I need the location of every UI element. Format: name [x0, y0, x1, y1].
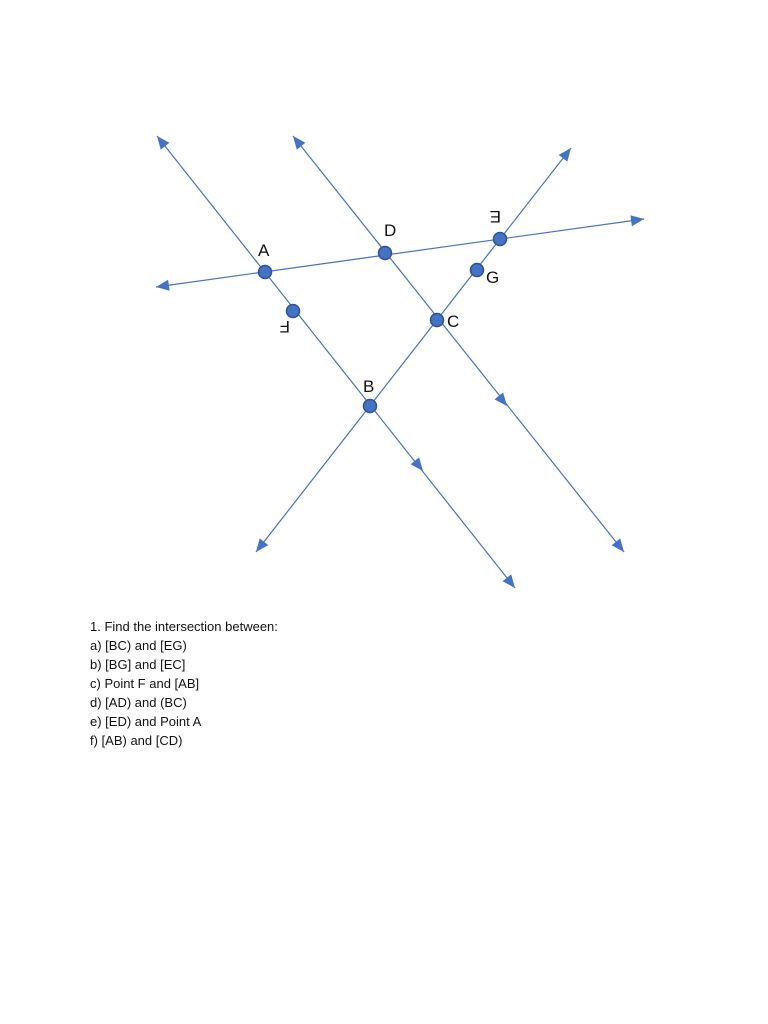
- line-through-a-and-e-arrowhead-end: [630, 215, 644, 226]
- point-c-dot: [431, 314, 444, 327]
- line-through-d-and-c-arrowhead-end: [612, 538, 624, 552]
- point-f-dot: [287, 305, 300, 318]
- exercise-item-a: a) [BC) and [EG): [90, 638, 187, 653]
- line-through-a-and-b-arrowhead-end: [503, 574, 515, 588]
- line-through-a-and-e-arrowhead-start: [156, 280, 170, 291]
- exercise-text: [90, 617, 650, 750]
- line-through-d-and-c-arrowhead-start: [293, 136, 305, 150]
- exercise-heading: 1. Find the intersection between:: [90, 619, 278, 634]
- point-label-g: G: [486, 268, 500, 287]
- mid-arrowhead-on-line-dc: [495, 392, 508, 406]
- line-through-b-and-e-arrowhead-end: [559, 148, 571, 162]
- point-label-c: C: [447, 312, 460, 331]
- exercise-item-e: e) [ED) and Point A: [90, 714, 202, 729]
- exercise-item-f: f) [AB) and [CD): [90, 733, 183, 748]
- point-label-a: A: [258, 241, 270, 260]
- point-label-f: F: [279, 317, 290, 336]
- diagram-arrowheads: [156, 136, 644, 588]
- line-through-a-and-b-arrowhead-start: [157, 136, 169, 150]
- line-through-b-and-e: [256, 148, 571, 552]
- point-a-dot: [259, 266, 272, 279]
- exercise-item-d: d) [AD) and (BC): [90, 695, 187, 710]
- exercise-item-c: c) Point F and [AB]: [90, 676, 200, 691]
- exercise-item-b: b) [BG] and [EC]: [90, 657, 186, 672]
- line-through-a-and-b: [157, 136, 515, 588]
- point-label-d: D: [384, 221, 397, 240]
- point-label-e: E: [489, 207, 501, 226]
- point-g-dot: [471, 264, 484, 277]
- point-label-b: B: [363, 377, 375, 396]
- point-e-dot: [494, 233, 507, 246]
- diagram-lines: [156, 136, 644, 588]
- diagram-labels: [258, 207, 501, 396]
- line-through-b-and-e-arrowhead-start: [256, 538, 268, 552]
- diagram-points: [259, 233, 507, 413]
- point-d-dot: [379, 247, 392, 260]
- line-through-d-and-c: [293, 136, 624, 552]
- point-b-dot: [364, 400, 377, 413]
- line-through-a-and-e: [156, 219, 644, 287]
